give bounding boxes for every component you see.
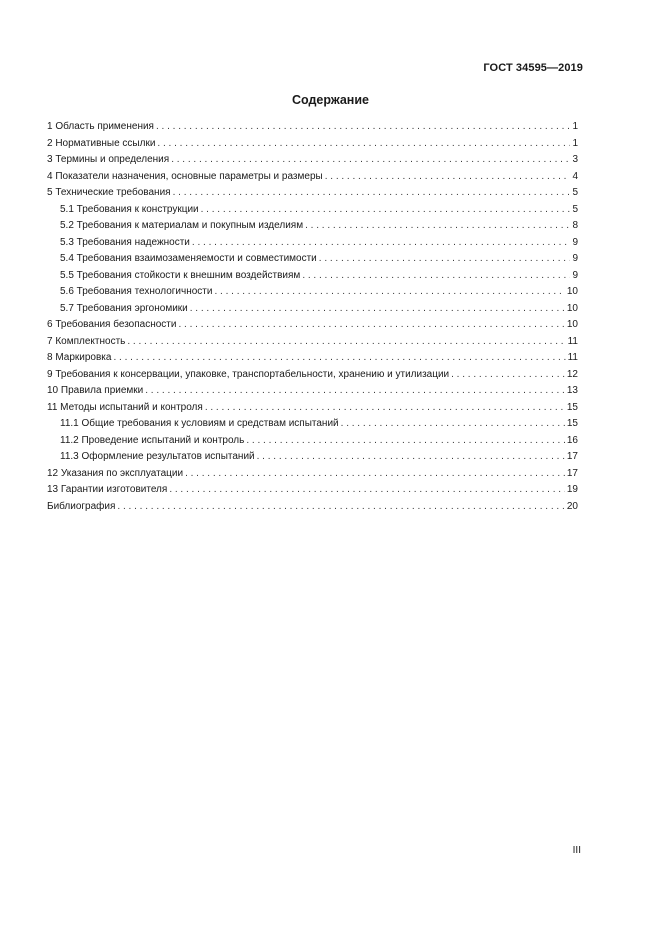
dot-leader: [127, 334, 565, 351]
dot-leader: [185, 466, 565, 483]
dot-leader: [173, 185, 571, 202]
toc-entry-page: 9: [572, 253, 578, 264]
dot-leader: [341, 416, 565, 433]
toc-entry-label: 5.5 Требования стойкости к внешним воздействиям: [60, 269, 301, 281]
toc-entry[interactable]: [47, 383, 578, 400]
toc-entry[interactable]: [47, 466, 578, 483]
toc-entry-label: 9 Требования к консервации, упаковке, транспортабельности, хранению и утилизации: [47, 368, 450, 380]
toc-entry[interactable]: [47, 235, 578, 252]
toc-entry-label: 8 Маркировка: [47, 352, 112, 363]
toc-entry[interactable]: [47, 367, 578, 384]
toc-entry[interactable]: [47, 119, 578, 136]
toc-entry-label: 5.6 Требования технологичности: [60, 286, 213, 297]
dot-leader: [145, 383, 565, 400]
toc-entry-page: 1: [572, 121, 578, 132]
dot-leader: [214, 284, 564, 301]
dot-leader: [169, 482, 565, 499]
toc-entry[interactable]: [47, 268, 578, 285]
dot-leader: [156, 119, 570, 136]
toc-entry-page: 10: [566, 319, 578, 330]
toc-entry[interactable]: [47, 152, 578, 169]
toc-entry-label: 12 Указания по эксплуатации: [47, 467, 184, 479]
toc-entry[interactable]: [47, 416, 578, 433]
toc-entry-page: 15: [566, 418, 578, 429]
toc-entry-label: 11.2 Проведение испытаний и контроль: [60, 434, 245, 446]
toc-entry-page: 16: [566, 434, 578, 446]
dot-leader: [246, 433, 565, 450]
toc-entry-page: 17: [566, 451, 578, 462]
toc-entry-page: 15: [566, 401, 578, 413]
toc-entry-page: 19: [566, 484, 578, 495]
toc-entry[interactable]: [47, 400, 578, 417]
toc-entry[interactable]: [47, 202, 578, 219]
toc-entry-label: 7 Комплектность: [47, 335, 126, 347]
dot-leader: [192, 235, 571, 252]
toc-entry-label: 1 Область применения: [47, 121, 154, 132]
toc-entry-label: 3 Термины и определения: [47, 154, 170, 165]
toc-entry[interactable]: [47, 350, 578, 367]
toc-entry-page: 12: [566, 368, 578, 380]
dot-leader: [190, 301, 565, 318]
dot-leader: [257, 449, 565, 466]
toc-entry-page: 9: [572, 269, 578, 281]
toc-entry-label: 2 Нормативные ссылки: [47, 137, 156, 149]
dot-leader: [302, 268, 570, 285]
toc-entry-page: 11: [567, 352, 578, 363]
toc-entry[interactable]: [47, 482, 578, 499]
table-of-contents: [47, 119, 578, 515]
toc-entry-label: 5 Технические требования: [47, 187, 171, 198]
toc-entry-page: 17: [566, 467, 578, 479]
toc-entry-label: 5.7 Требования эргономики: [60, 302, 188, 314]
toc-entry-page: 1: [572, 137, 578, 149]
toc-entry-page: 13: [566, 385, 578, 396]
toc-entry[interactable]: [47, 185, 578, 202]
toc-entry-page: 20: [566, 500, 578, 512]
toc-entry-label: 13 Гарантии изготовителя: [47, 484, 168, 495]
dot-leader: [157, 136, 570, 153]
dot-leader: [113, 350, 565, 367]
toc-entry-label: 11.1 Общие требования к условиям и средствам испытаний: [60, 418, 339, 429]
toc-entry-page: 4: [572, 170, 578, 182]
dot-leader: [325, 169, 571, 186]
toc-entry[interactable]: [47, 169, 578, 186]
dot-leader: [451, 367, 565, 384]
toc-entry-label: 11.3 Оформление результатов испытаний: [60, 451, 255, 462]
toc-entry-label: Библиография: [47, 500, 116, 512]
toc-entry[interactable]: [47, 499, 578, 516]
toc-entry-label: 4 Показатели назначения, основные параметры и размеры: [47, 170, 323, 182]
dot-leader: [201, 202, 571, 219]
toc-entry[interactable]: [47, 251, 578, 268]
dot-leader: [117, 499, 564, 516]
toc-entry[interactable]: [47, 449, 578, 466]
dot-leader: [205, 400, 565, 417]
toc-entry-page: 8: [572, 220, 578, 231]
page-number: III: [572, 845, 581, 856]
toc-entry-label: 5.4 Требования взаимозаменяемости и совместимости: [60, 253, 317, 264]
toc-entry[interactable]: [47, 433, 578, 450]
dot-leader: [178, 317, 564, 334]
toc-entry[interactable]: [47, 284, 578, 301]
dot-leader: [171, 152, 570, 169]
dot-leader: [319, 251, 571, 268]
standard-number: ГОСТ 34595—2019: [483, 62, 583, 74]
toc-entry[interactable]: [47, 334, 578, 351]
toc-title: Содержание: [291, 93, 369, 107]
toc-entry-page: 5: [572, 187, 578, 198]
toc-entry-label: 5.2 Требования к материалам и покупным изделиям: [60, 220, 304, 231]
toc-entry[interactable]: [47, 301, 578, 318]
toc-entry[interactable]: [47, 317, 578, 334]
toc-entry-label: 5.3 Требования надежности: [60, 236, 190, 248]
toc-entry-label: 11 Методы испытаний и контроля: [47, 401, 203, 413]
dot-leader: [305, 218, 570, 235]
toc-entry-page: 9: [572, 236, 578, 248]
toc-entry[interactable]: [47, 136, 578, 153]
toc-entry[interactable]: [47, 218, 578, 235]
toc-entry-page: 10: [566, 286, 578, 297]
toc-entry-page: 3: [572, 154, 578, 165]
toc-entry-page: 5: [572, 203, 578, 215]
toc-entry-label: 10 Правила приемки: [47, 385, 144, 396]
toc-entry-page: 11: [567, 335, 578, 347]
toc-entry-page: 10: [566, 302, 578, 314]
toc-entry-label: 6 Требования безопасности: [47, 319, 177, 330]
toc-entry-label: 5.1 Требования к конструкции: [60, 203, 199, 215]
